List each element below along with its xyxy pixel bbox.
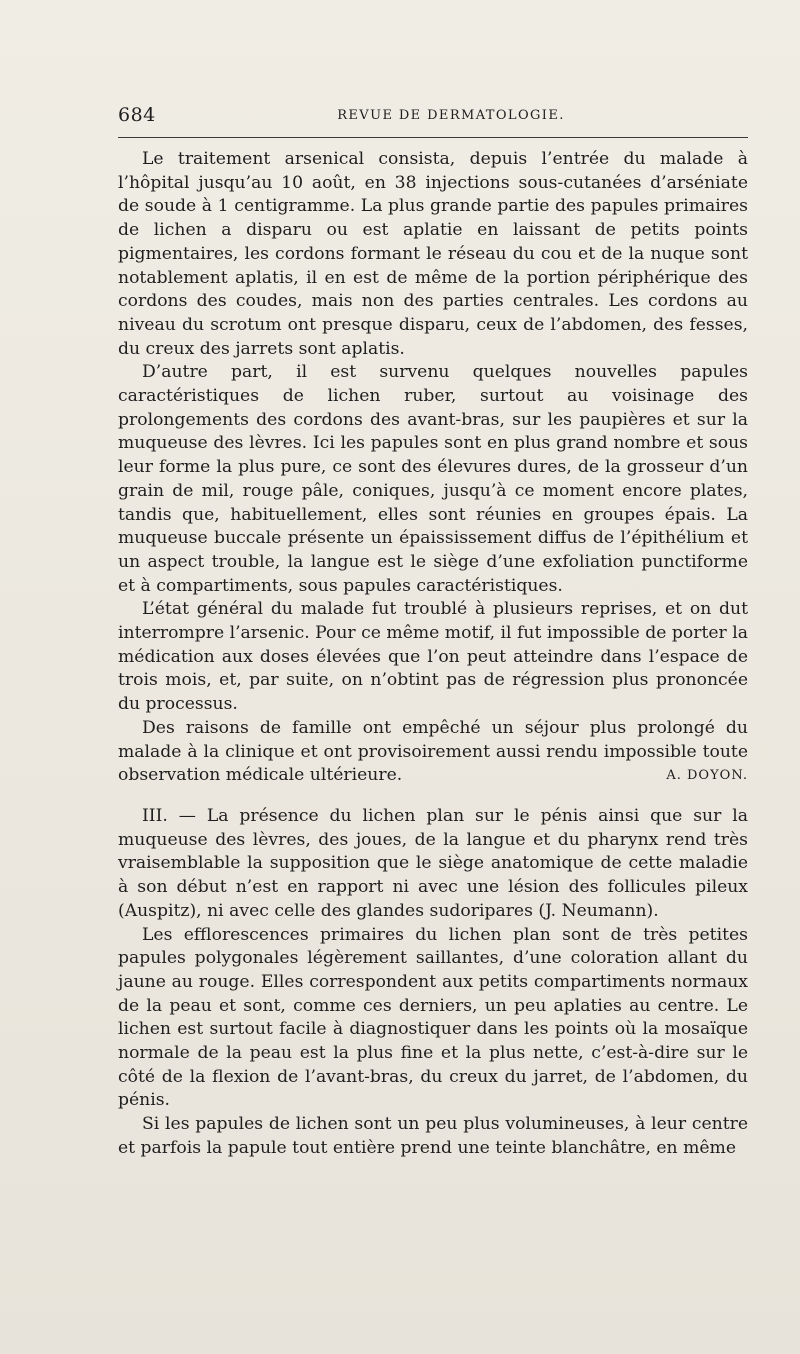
- section-gap: [118, 788, 748, 805]
- paragraph-family-reasons-text: Des raisons de famille ont empêché un séjour plus prolongé du malade à la clinique et ont provisoirement aussi rendu impossible toute observation médicale ultérieure.: [118, 717, 748, 786]
- paragraph-family-reasons: [118, 717, 748, 788]
- paragraph-efflorescences: Les efflorescences primaires du lichen plan sont de très petites papules polygonales légèrement saillantes, d’une coloration allant du jaune au rouge. Elles correspondent aux petits compartiments normaux de la peau et sont, comme ces derniers, un peu aplaties au centre. Le lichen est surtout facile à diagnostiquer dans les points où la mosaïque normale de la peau est la plus fine et la plus nette, c’est-à-dire sur le côté de la flexion de l’avant-bras, du creux du jarret, de l’abdomen, du pénis.: [118, 924, 748, 1111]
- paragraph-treatment: Le traitement arsenical consista, depuis l’entrée du malade à l’hôpital jusqu’au 10 août, en 38 injections sous-cutanées d’arséniate de soude à 1 centigramme. La plus grande partie des papules primaires de lichen a disparu ou est aplatie en laissant de petits points pigmentaires, les cordons formant le réseau du cou et de la nuque sont notablement aplatis, il en est de même de la portion périphérique des cordons des coudes, mais non des parties centrales. Les cordons au niveau du scrotum ont presque disparu, ceux de l’abdomen, des fesses, du creux des jarrets sont aplatis.: [118, 149, 748, 359]
- article-body: [118, 148, 748, 1161]
- paragraph-section-iii: III. — La présence du lichen plan sur le pénis ainsi que sur la muqueuse des lèvres, des joues, de la langue et du pharynx rend très vraisemblable la supposition que le siège anatomique de cette maladie à son début n’est en rapport ni avec une lésion des follicules pileux (Auspitz), ni avec celle des glandes sudoripares (J. Neumann).: [118, 805, 748, 921]
- page-number: 684: [118, 104, 156, 126]
- page-header: [118, 104, 748, 128]
- header-rule: [118, 137, 748, 138]
- paragraph-general-state: L’état général du malade fut troublé à plusieurs reprises, et on dut interrompre l’arsenic. Pour ce même motif, il fut impossible de porter la médication aux doses élevées que l’on peut atteindre dans l’espace de trois mois, et, par suite, on n’obtint pas de régression plus prononcée du processus.: [118, 599, 748, 715]
- running-title: REVUE DE DERMATOLOGIE.: [337, 108, 565, 123]
- paragraph-papules-centre: Si les papules de lichen sont un peu plus volumineuses, à leur centre et parfois la papule tout entière prend une teinte blanchâtre, en même: [118, 1114, 748, 1158]
- paragraph-new-papules: D’autre part, il est survenu quelques nouvelles papules caractéristiques de lichen ruber, surtout au voisinage des prolongements des cordons des avant-bras, sur les paupières et sur la muqueuse des lèvres. Ici les papules sont en plus grand nombre et sous leur forme la plus pure, ce sont des élevures dures, de la grosseur d’un grain de mil, rouge pâle, coniques, jusqu’à ce moment encore plates, tandis que, habituellement, elles sont réunies en groupes épais. La muqueuse buccale présente un épaississement diffus de l’épithélium et un aspect trouble, la langue est le siège d’une exfoliation punctiforme et à compartiments, sous papules caractéristiques.: [118, 362, 748, 596]
- author-signature: A. DOYON.: [666, 768, 748, 784]
